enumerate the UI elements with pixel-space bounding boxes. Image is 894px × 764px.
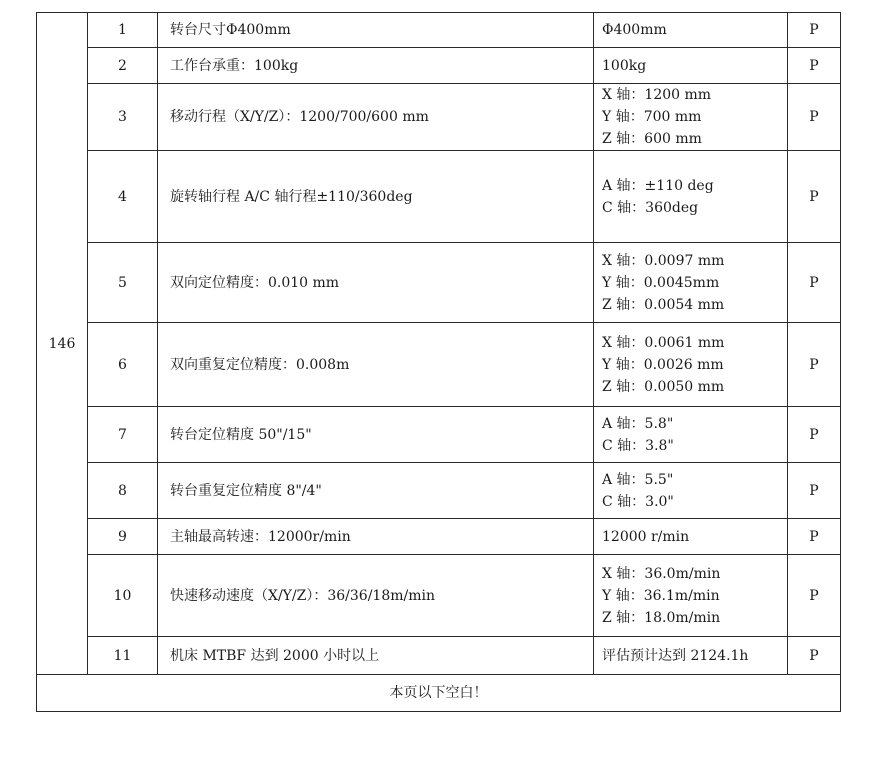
verdict-cell: P <box>788 243 841 323</box>
result-line: C 轴：3.0" <box>602 493 674 510</box>
row-number-cell: 5 <box>88 243 158 323</box>
result-cell <box>594 519 788 555</box>
result-line: X 轴：1200 mm <box>602 87 712 103</box>
result-line: Z 轴：0.0050 mm <box>602 378 725 395</box>
table-row <box>37 151 841 243</box>
requirement-cell: 转台重复定位精度 8"/4" <box>158 463 594 519</box>
result-line: Y 轴：0.0045mm <box>602 274 720 291</box>
table-row <box>37 555 841 637</box>
verdict-cell: P <box>788 151 841 243</box>
result-cell <box>594 84 788 151</box>
requirement-cell: 快速移动速度（X/Y/Z）：36/36/18m/min <box>158 555 594 637</box>
result-line: A 轴：5.5" <box>602 471 674 488</box>
result-line: X 轴：36.0m/min <box>602 565 721 582</box>
group-id-cell: 146 <box>37 13 88 675</box>
result-cell <box>594 323 788 407</box>
result-line: 评估预计达到 2124.1h <box>602 647 749 664</box>
table-row <box>37 637 841 675</box>
requirement-cell: 移动行程（X/Y/Z）：1200/700/600 mm <box>158 84 594 151</box>
row-number-cell: 4 <box>88 151 158 243</box>
result-cell <box>594 48 788 84</box>
result-line: X 轴：0.0061 mm <box>602 334 725 351</box>
table-row <box>37 13 841 48</box>
row-number-cell: 3 <box>88 84 158 151</box>
requirement-cell: 旋转轴行程 A/C 轴行程±110/360deg <box>158 151 594 243</box>
result-line: Y 轴：0.0026 mm <box>602 356 724 373</box>
result-line: C 轴：360deg <box>602 199 699 216</box>
table-row <box>37 407 841 463</box>
result-line: 12000 r/min <box>602 528 690 545</box>
table-row <box>37 243 841 323</box>
result-line: X 轴：0.0097 mm <box>602 252 725 269</box>
requirement-cell: 双向定位精度：0.010 mm <box>158 243 594 323</box>
table-row <box>37 463 841 519</box>
row-number-cell: 8 <box>88 463 158 519</box>
result-line: Z 轴：600 mm <box>602 131 702 147</box>
requirement-cell: 工作台承重：100kg <box>158 48 594 84</box>
table-row <box>37 519 841 555</box>
table-row <box>37 48 841 84</box>
verdict-cell: P <box>788 519 841 555</box>
result-cell <box>594 555 788 637</box>
verdict-cell: P <box>788 463 841 519</box>
verdict-cell: P <box>788 555 841 637</box>
result-line: Z 轴：0.0054 mm <box>602 296 725 313</box>
requirement-cell: 双向重复定位精度：0.008m <box>158 323 594 407</box>
result-cell <box>594 243 788 323</box>
footer-note: 本页以下空白！ <box>37 675 841 712</box>
verdict-cell: P <box>788 13 841 48</box>
result-line: Y 轴：36.1m/min <box>602 587 720 604</box>
requirement-cell: 转台尺寸Φ400mm <box>158 13 594 48</box>
footer-row <box>37 675 841 712</box>
result-line: Φ400mm <box>602 22 667 38</box>
verdict-cell: P <box>788 407 841 463</box>
row-number-cell: 6 <box>88 323 158 407</box>
result-cell <box>594 151 788 243</box>
verdict-cell: P <box>788 637 841 675</box>
test-results-table <box>36 12 841 712</box>
requirement-cell: 主轴最高转速：12000r/min <box>158 519 594 555</box>
requirement-cell: 机床 MTBF 达到 2000 小时以上 <box>158 637 594 675</box>
table-row <box>37 323 841 407</box>
row-number-cell: 7 <box>88 407 158 463</box>
row-number-cell: 2 <box>88 48 158 84</box>
result-cell <box>594 463 788 519</box>
result-line: 100kg <box>602 57 647 74</box>
result-line: C 轴：3.8" <box>602 437 674 454</box>
verdict-cell: P <box>788 48 841 84</box>
row-number-cell: 11 <box>88 637 158 675</box>
result-line: A 轴：±110 deg <box>602 177 714 194</box>
table-row <box>37 84 841 151</box>
result-cell <box>594 407 788 463</box>
table-body <box>37 13 841 712</box>
result-line: Y 轴：700 mm <box>602 109 702 125</box>
verdict-cell: P <box>788 84 841 151</box>
result-cell <box>594 13 788 48</box>
verdict-cell: P <box>788 323 841 407</box>
result-cell <box>594 637 788 675</box>
row-number-cell: 1 <box>88 13 158 48</box>
result-line: A 轴：5.8" <box>602 415 674 432</box>
requirement-cell: 转台定位精度 50"/15" <box>158 407 594 463</box>
row-number-cell: 10 <box>88 555 158 637</box>
row-number-cell: 9 <box>88 519 158 555</box>
result-line: Z 轴：18.0m/min <box>602 609 721 626</box>
